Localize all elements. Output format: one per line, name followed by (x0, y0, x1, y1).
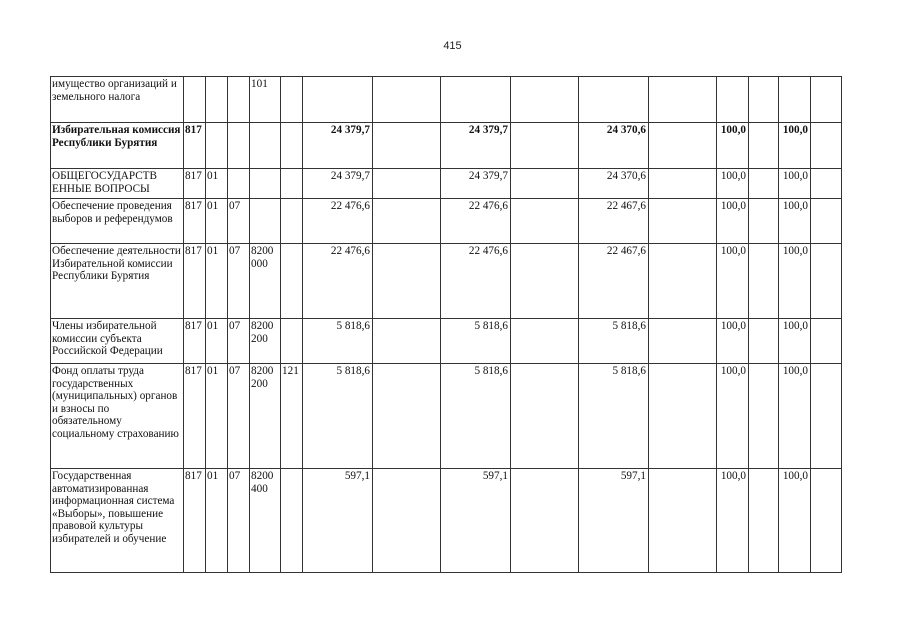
table-row (51, 244, 842, 319)
code-expense-type (281, 244, 303, 319)
code-target-article: 8200 200 (250, 319, 281, 364)
percent-of-approved: 100,0 (717, 123, 749, 169)
empty-cell (649, 319, 717, 364)
empty-cell (373, 469, 441, 573)
table-row (51, 169, 842, 199)
row-name: имущество организаций и земельного налога (51, 77, 184, 123)
value-approved: 597,1 (303, 469, 373, 573)
code-section: 01 (206, 469, 228, 573)
table-row (51, 469, 842, 573)
empty-cell (373, 199, 441, 244)
code-target-article: 8200 400 (250, 469, 281, 573)
value-approved: 24 379,7 (303, 123, 373, 169)
empty-cell (511, 123, 579, 169)
empty-cell (749, 77, 779, 123)
table-row (51, 199, 842, 244)
code-admin (184, 77, 206, 123)
code-subsection: 07 (228, 199, 250, 244)
empty-cell (811, 244, 842, 319)
empty-cell (649, 364, 717, 469)
empty-cell (649, 244, 717, 319)
empty-cell (811, 77, 842, 123)
code-section: 01 (206, 169, 228, 199)
empty-cell (811, 364, 842, 469)
code-target-article (250, 199, 281, 244)
empty-cell (511, 469, 579, 573)
value-revised (441, 77, 511, 123)
code-subsection: 07 (228, 244, 250, 319)
page-number: 415 (443, 40, 462, 52)
empty-cell (749, 244, 779, 319)
value-approved (303, 77, 373, 123)
value-executed (579, 77, 649, 123)
empty-cell (649, 469, 717, 573)
empty-cell (373, 77, 441, 123)
code-admin: 817 (184, 319, 206, 364)
percent-of-approved (717, 77, 749, 123)
percent-of-approved: 100,0 (717, 319, 749, 364)
value-revised: 22 476,6 (441, 244, 511, 319)
empty-cell (749, 169, 779, 199)
code-subsection (228, 123, 250, 169)
value-approved: 22 476,6 (303, 244, 373, 319)
value-revised: 5 818,6 (441, 319, 511, 364)
value-revised: 24 379,7 (441, 169, 511, 199)
code-expense-type (281, 319, 303, 364)
percent-of-approved: 100,0 (717, 364, 749, 469)
table-row (51, 77, 842, 123)
value-revised: 22 476,6 (441, 199, 511, 244)
code-expense-type (281, 77, 303, 123)
code-subsection (228, 169, 250, 199)
code-subsection: 07 (228, 364, 250, 469)
code-section: 01 (206, 319, 228, 364)
empty-cell (649, 169, 717, 199)
code-expense-type: 121 (281, 364, 303, 469)
empty-cell (811, 169, 842, 199)
code-section: 01 (206, 244, 228, 319)
percent-of-approved: 100,0 (717, 199, 749, 244)
value-revised: 597,1 (441, 469, 511, 573)
empty-cell (649, 123, 717, 169)
percent-of-approved: 100,0 (717, 469, 749, 573)
row-name: Государственная автоматизированная информационная система «Выборы», повышение правовой культуры избирателей и обучение (51, 469, 184, 573)
empty-cell (649, 77, 717, 123)
empty-cell (811, 469, 842, 573)
code-subsection: 07 (228, 469, 250, 573)
code-target-article: 8200 000 (250, 244, 281, 319)
empty-cell (811, 319, 842, 364)
percent-of-approved: 100,0 (717, 244, 749, 319)
code-section: 01 (206, 199, 228, 244)
empty-cell (373, 123, 441, 169)
row-name: Обеспечение деятельности Избирательной комиссии Республики Бурятия (51, 244, 184, 319)
value-executed: 24 370,6 (579, 123, 649, 169)
code-admin: 817 (184, 469, 206, 573)
value-approved: 5 818,6 (303, 319, 373, 364)
code-subsection: 07 (228, 319, 250, 364)
code-target-article (250, 123, 281, 169)
empty-cell (511, 244, 579, 319)
empty-cell (811, 123, 842, 169)
row-name: Фонд оплаты труда государственных (муниципальных) органов и взносы по обязательному социальному страхованию (51, 364, 184, 469)
empty-cell (373, 244, 441, 319)
empty-cell (373, 319, 441, 364)
empty-cell (373, 364, 441, 469)
value-revised: 24 379,7 (441, 123, 511, 169)
code-admin: 817 (184, 364, 206, 469)
percent-of-revised: 100,0 (779, 244, 811, 319)
value-executed: 22 467,6 (579, 244, 649, 319)
value-executed: 5 818,6 (579, 319, 649, 364)
code-expense-type (281, 199, 303, 244)
empty-cell (749, 469, 779, 573)
percent-of-approved: 100,0 (717, 169, 749, 199)
table-row (51, 364, 842, 469)
empty-cell (373, 169, 441, 199)
percent-of-revised: 100,0 (779, 123, 811, 169)
empty-cell (649, 199, 717, 244)
empty-cell (511, 364, 579, 469)
code-target-article (250, 169, 281, 199)
percent-of-revised: 100,0 (779, 469, 811, 573)
code-section (206, 123, 228, 169)
row-name: ОБЩЕГОСУДАРСТВ ЕННЫЕ ВОПРОСЫ (51, 169, 184, 199)
code-admin: 817 (184, 123, 206, 169)
row-name: Члены избирательной комиссии субъекта Российской Федерации (51, 319, 184, 364)
value-executed: 597,1 (579, 469, 649, 573)
budget-table (50, 76, 842, 573)
empty-cell (511, 319, 579, 364)
empty-cell (511, 199, 579, 244)
code-expense-type (281, 123, 303, 169)
empty-cell (811, 199, 842, 244)
value-executed: 24 370,6 (579, 169, 649, 199)
code-section: 01 (206, 364, 228, 469)
code-expense-type (281, 169, 303, 199)
code-admin: 817 (184, 169, 206, 199)
empty-cell (749, 364, 779, 469)
empty-cell (749, 319, 779, 364)
row-name: Обеспечение проведения выборов и референдумов (51, 199, 184, 244)
code-admin: 817 (184, 199, 206, 244)
code-expense-type (281, 469, 303, 573)
code-section (206, 77, 228, 123)
value-approved: 22 476,6 (303, 199, 373, 244)
table-row (51, 123, 842, 169)
code-admin: 817 (184, 244, 206, 319)
percent-of-revised: 100,0 (779, 199, 811, 244)
value-approved: 5 818,6 (303, 364, 373, 469)
code-target-article: 8200 200 (250, 364, 281, 469)
empty-cell (511, 77, 579, 123)
value-executed: 5 818,6 (579, 364, 649, 469)
table-row (51, 319, 842, 364)
value-approved: 24 379,7 (303, 169, 373, 199)
code-subsection (228, 77, 250, 123)
empty-cell (511, 169, 579, 199)
value-revised: 5 818,6 (441, 364, 511, 469)
percent-of-revised: 100,0 (779, 364, 811, 469)
value-executed: 22 467,6 (579, 199, 649, 244)
empty-cell (749, 199, 779, 244)
code-target-article: 101 (250, 77, 281, 123)
percent-of-revised: 100,0 (779, 169, 811, 199)
percent-of-revised: 100,0 (779, 319, 811, 364)
percent-of-revised (779, 77, 811, 123)
empty-cell (749, 123, 779, 169)
row-name: Избирательная комиссия Республики Бурятия (51, 123, 184, 169)
